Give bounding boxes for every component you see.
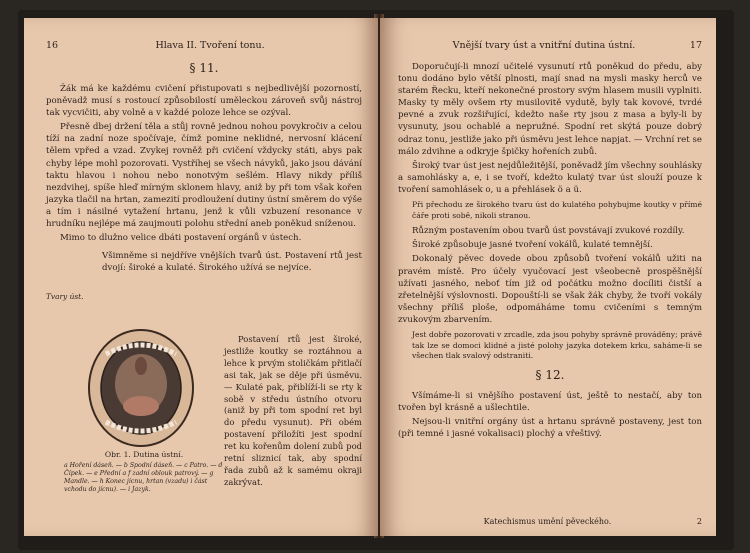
left-page-number: 16 (46, 40, 59, 51)
right-paragraph-7: Nejsou-li vnitřní orgány úst a hrtanu správně postaveny, jest ton (při temné i jasné vokalisaci) plochý a vřeštivý. (398, 416, 702, 440)
lips-position-paragraph: Postavení rtů jest široké, jestliže koutky se roztáhnou a lehce k prvým stoličkám přitlačí asi tak, jak se děje při úsměvu. — Kulaté pak, přiblíží-li se rty k sobě v středu ústního otvoru (aniž by při tom spodní ret byl do předu vysunut). Při obém postavení přiložíti jest spodní ret ku kořenům dolení zubů pod retní sliznicí tak, aby spodní řada zubů až k samému okraji zakrývat. (224, 334, 362, 487)
figure-caption: Obr. 1. Dutina ústní. (104, 450, 184, 459)
right-paragraph-3: Různým postavením obou tvarů úst povstávají zvukové rozdíly. (412, 226, 685, 237)
right-paragraph-5: Dokonalý pěvec dovede obou způsobů tvoření vokálů užiti na pravém místě. Pro účely vyučovací jest všeobecně prospěšnější užívati jasného, neboť tím již od počátku možno docíliti čistší a zřetelnější výslovnosti. Dopouští-li se však žák chyby, že tvoří vokály všechny příliš ploše, odpomáháme tomu cvičeními s temným zvukovým zbarvením. (398, 254, 702, 325)
left-running-head (46, 40, 362, 51)
section-11-heading: § 11. (189, 61, 219, 75)
sidenote-tvary-ust: Tvary úst. (46, 292, 84, 301)
right-footer (398, 517, 702, 526)
right-small-note-2: Jest dobře pozorovati v zrcadle, zda jsou pohyby správně prováděny; právě tak lze se domoci klidné a jisté polohy jazyka dotekem krku, saháme-li se všechen tlak svalový odstraniti. (412, 329, 702, 361)
left-running-title: Hlava II. Tvoření tonu. (155, 40, 265, 51)
footer-number: 2 (696, 517, 702, 526)
right-paragraph-1: Doporučují-li mnozí učitelé vysunutí rtů poněkud do předu, aby tonu dodáno bylo větší plnosti, mají snad na mysli masky herců ve starém Řecku, kteří nekonečné prostory svým hlasem musili vyplniti. Masky ty měly ovšem rty musilovitě vydutě, byly tak kovové, tvrdé pevné a zvuk rozšiřující, kdežto naše rty jsou z masa a byly-li by vysunuty, jsou ochablé a nepružné. Spodní ret skýtá pouze dobrý odraz tonu, jestliže jako při úsměvu jest lehce napjat. — Vrchní ret se málo zdvihne a odkryje špičky hořeních zubů. (398, 62, 702, 157)
right-running-head (398, 40, 702, 51)
left-page (24, 18, 378, 536)
right-running-title: Vnější tvary úst a vnitřní dutina ústní. (452, 40, 636, 51)
right-paragraph-2: Široký tvar úst jest nejdůležitější, poněvadž jím všechny souhlásky a samohlásky a, e, i se tvoří, kdežto kulatý tvar úst slouží pouze k tvoření samohlásek o, u a přehlásek ö a ü. (398, 160, 702, 195)
section-12-heading: § 12. (535, 367, 565, 382)
left-right-column (224, 334, 362, 491)
right-page-number: 17 (689, 40, 702, 51)
figure-legend: a Hoření dáseň. — b Spodní dáseň. — c Patro. — d Čípek. — e Přední a f zadní oblouk patrový. — g Mandle. — h Konec jícnu, hrtan (vzadu) i část vchodu do jícnu). — i Jazyk. (64, 462, 223, 493)
footer-title: Katechismus umění pěveckého. (483, 517, 612, 526)
right-paragraph-4: Široké způsobuje jasné tvoření vokálů, kulaté temnější. (412, 240, 653, 251)
left-paragraph-1: Žák má ke každému cvičení přistupovati s nejbedlivější pozorností, poněvadž musí s rostoucí způsobilostí uměleckou zároveň svůj nástroj tak vycvičiti, aby volně a v každé poloze lehce se ozýval. (46, 84, 362, 119)
left-paragraph-3: Mimo to dlužno velice dbáti postavení orgánů v ústech. (60, 233, 302, 244)
right-paragraph-6: Všímáme-li si vnějšího postavení úst, ještě to nestačí, aby ton tvořen byl krásně a ušlechtile. (398, 390, 702, 413)
mouth-cavity-illustration (86, 326, 196, 450)
right-page (380, 18, 716, 536)
right-small-note-1: Při přechodu ze širokého tvaru úst do kulatého pohybujme koutky v přímé čáře proti sobě, nikoli stranou. (412, 200, 702, 220)
left-paragraph-2: Přesně dbej držení těla a stůj rovně jednou nohou povykročiv a celou tíží na zadní noze spočívaje, čímž pomine neklidné, nervosní klácení tělem vpřed a vzad. Zvykej rovněž při cvičení vždycky státi, abys pak chyby lépe mohl pozorovati. Vystříhej se všech návyků, jako jsou dávání taktu hlavou i nohou nebo nonotvým sešlém. Hlavy nikdy příliš nezdvihej, spíše hleď mírným sklonem hlavy, aniž by při tom však kořen jazyka tlačil na hrtan, zamezití prodloužení dutiny ústní směrem do výše a tím i násilné vytažení hrtanu, jenž k vůli vzbuzení resonance v hrudníku nejlépe má zaujmouti polohu střední aneb poněkud sníženou. (46, 122, 362, 230)
shapes-paragraph: Všimněme si nejdříve vnějších tvarů úst. Postavení rtů jest dvojí: široké a kulaté. Širokého užívá se nejvíce. (102, 251, 362, 274)
